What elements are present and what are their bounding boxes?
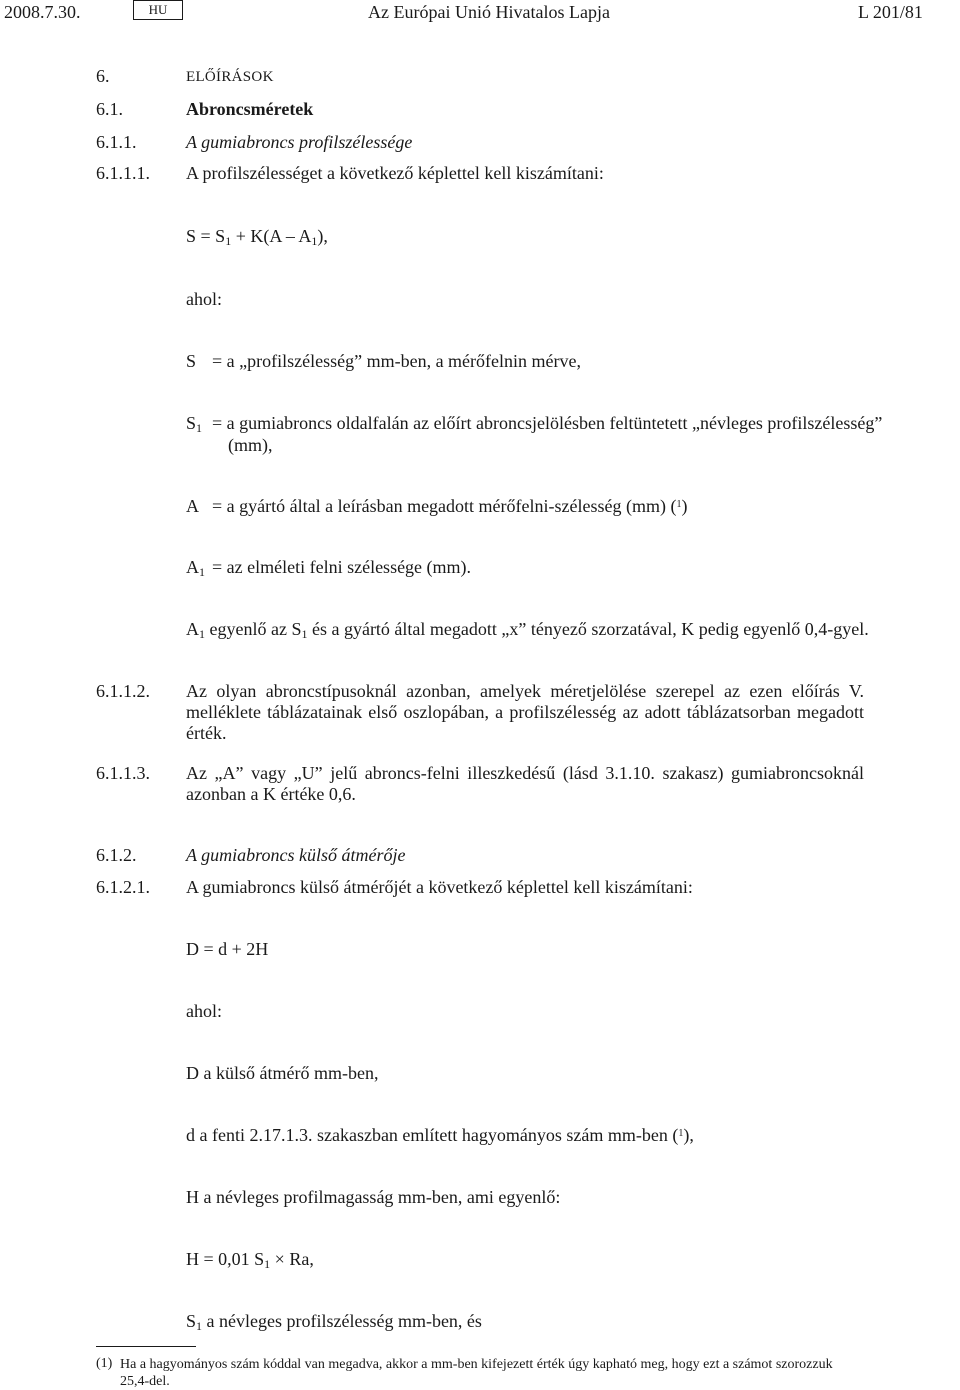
def-a1-symbol: $A_1$ [186, 557, 205, 579]
formula-outer-diameter: D = d + 2H [186, 939, 269, 959]
def-s1-text: = a gumiabroncs oldalfalán az előírt abroncsjelölésben feltüntetett „névleges profilszélesség” [212, 413, 883, 433]
where-label-2: ahol: [186, 1001, 222, 1021]
journal-title: Az Európai Unió Hivatalos Lapja [368, 2, 610, 22]
section-6-1-1-1-number: 6.1.1.1. [96, 163, 150, 183]
page-reference: L 201/81 [858, 2, 923, 22]
language-badge: HU [133, 0, 183, 20]
footnote-divider [96, 1346, 196, 1347]
section-6-1-2-1-number: 6.1.2.1. [96, 877, 150, 897]
section-6-1-2-title: A gumiabroncs külső átmérője [186, 845, 406, 865]
def-s1-text-cont: (mm), [228, 435, 273, 455]
def-d-outer: D a külső átmérő mm-ben, [186, 1063, 379, 1083]
section-6-1-1-2-text: Az olyan abroncstípusoknál azonban, amelyek méretjelölése szerepel az ezen előírás V. melléklete táblázatainak első oszlopában, a profilszélesség az adott táblázatsorban megadott érték. [186, 681, 864, 743]
def-s-text: = a „profilszélesség” mm-ben, a mérőfelnin mérve, [212, 351, 581, 371]
section-6-1-number: 6.1. [96, 99, 123, 119]
formula-section-height: H = 0,01 $S_1 \times Ra$, [186, 1249, 314, 1271]
section-6-1-1-title: A gumiabroncs profilszélessége [186, 132, 413, 152]
section-6-1-1-3-number: 6.1.1.3. [96, 763, 150, 783]
section-6-1-2-1-text: A gumiabroncs külső átmérőjét a következő képlettel kell kiszámítani: [186, 877, 693, 897]
def-d-rim: d a fenti 2.17.1.3. szakaszban említett hagyományos szám mm-ben ($^1$), [186, 1125, 694, 1145]
def-s1-nominal: $S_1$ a névleges profilszélesség mm-ben, és [186, 1311, 482, 1333]
section-6-number: 6. [96, 66, 110, 86]
section-6-1-1-1-text: A profilszélességet a következő képlettel kell kiszámítani: [186, 163, 604, 183]
header-date: 2008.7.30. [4, 2, 81, 22]
def-s1-symbol: $S_1$ [186, 413, 203, 435]
a1-relation-text: $A_1$ egyenlő az $S_1$ és a gyártó által megadott „x” tényező szorzatával, K pedig egyenlő 0,4-gyel. [186, 619, 869, 641]
def-s-symbol: S [186, 351, 197, 371]
section-6-1-1-3-text: Az „A” vagy „U” jelű abroncs-felni illeszkedésű (lásd 3.1.10. szakasz) gumiabroncsoknál azonban a K értéke 0,6. [186, 763, 864, 804]
def-h-height: H a névleges profilmagasság mm-ben, ami egyenlő: [186, 1187, 561, 1207]
def-a-symbol: A [186, 496, 199, 516]
where-label: ahol: [186, 289, 222, 309]
footnote-marker: (1) [96, 1356, 113, 1371]
section-6-1-2-number: 6.1.2. [96, 845, 137, 865]
def-a-text: = a gyártó által a leírásban megadott mérőfelni-szélesség (mm) ($^1$) [212, 496, 688, 516]
def-a1-text: = az elméleti felni szélessége (mm). [212, 557, 472, 577]
section-6-1-title: Abroncsméretek [186, 99, 314, 119]
section-6-title: ELŐÍRÁSOK [186, 69, 274, 85]
footnote-text: Ha a hagyományos szám kóddal van megadva, akkor a mm-ben kifejezett érték úgy kapható meg, hogy ezt a számot szorozzuk 25,4-del. [120, 1357, 833, 1389]
section-6-1-1-2-number: 6.1.1.2. [96, 681, 150, 701]
section-6-1-1-number: 6.1.1. [96, 132, 137, 152]
formula-profile-width: $S = S_1 + K(A - A_1)$, [186, 226, 328, 248]
